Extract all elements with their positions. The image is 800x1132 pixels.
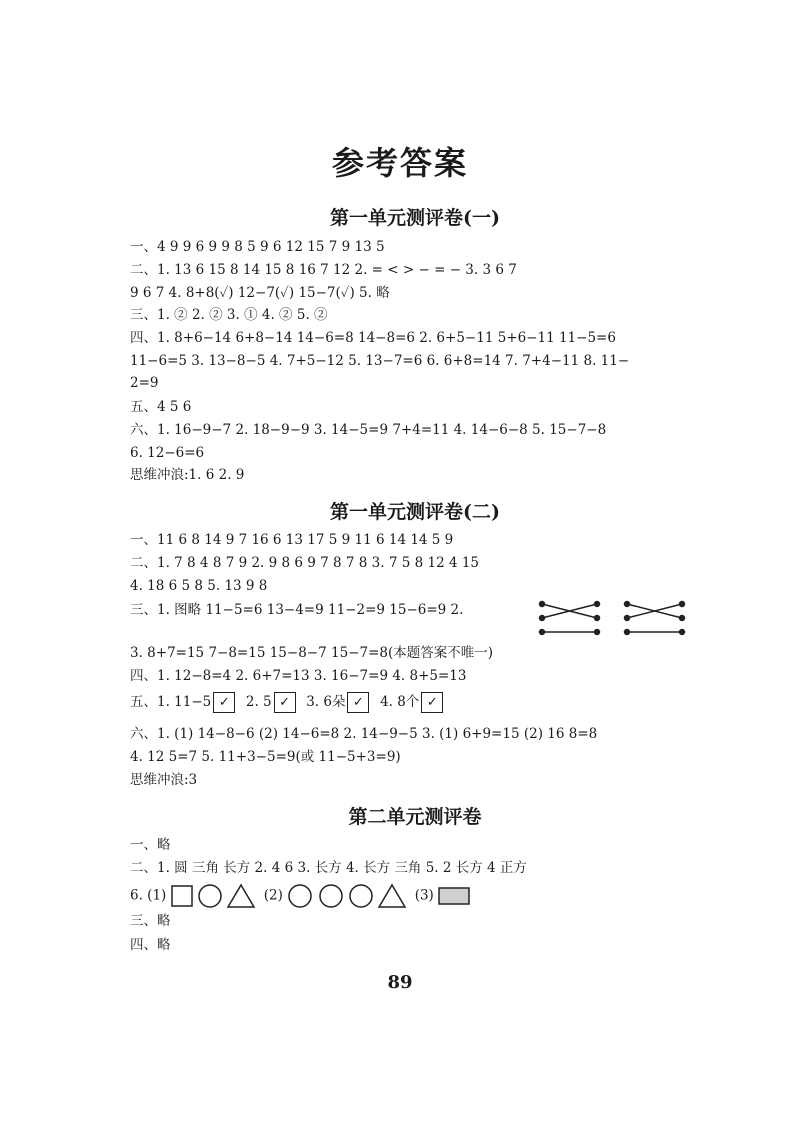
item-text: 五、1. 11−5: [130, 694, 212, 710]
answer-line: 11−6=5 3. 13−8−5 4. 7+5−12 5. 13−7=6 6. 6+8=14 7. 7+4−11 8. 11−: [130, 353, 630, 369]
answer-line: 三、1. 图略 11−5=6 13−4=9 11−2=9 15−6=9 2.: [130, 602, 464, 618]
item-text: 2. 5: [245, 694, 272, 710]
answer-line: 四、1. 12−8=4 2. 6+7=13 3. 16−7=9 4. 8+5=13: [130, 668, 467, 684]
answer-line: 二、1. 7 8 4 8 7 9 2. 9 8 6 9 7 8 7 8 3. 7 5 8 12 4 15: [130, 555, 480, 571]
answer-line: 9 6 7 4. 8+8(✓) 12−7(✓) 15−7(✓) 5. 略: [130, 285, 390, 301]
answer-line: 一、略: [130, 837, 171, 853]
section-heading-unit1-test2: 第一单元测评卷(二): [330, 501, 500, 523]
check-box: ✓: [213, 692, 235, 713]
answer-line: 4. 12 5=7 5. 11+3−5=9(或 11−5+3=9): [130, 749, 401, 765]
item-text: (3): [414, 887, 434, 904]
check-box: ✓: [274, 692, 296, 713]
page-title: 参考答案: [331, 144, 468, 182]
answer-line: 4. 18 6 5 8 5. 13 9 8: [130, 578, 268, 594]
triangle-icon: [227, 884, 255, 908]
answer-line: 六、1. 16−9−7 2. 18−9−9 3. 14−5=9 7+4=11 4. 14−6−8 5. 15−7−8: [130, 422, 607, 438]
check-box: ✓: [347, 692, 369, 713]
item-text: (2): [263, 887, 283, 904]
section-heading-unit1-test1: 第一单元测评卷(一): [330, 207, 500, 229]
square-icon: [171, 885, 193, 907]
answer-line: 三、略: [130, 913, 171, 929]
answer-line: 三、1. ② 2. ② 3. ① 4. ② 5. ②: [130, 307, 328, 323]
triangle-icon: [378, 884, 406, 908]
answer-line: 6. 12−6=6: [130, 445, 205, 461]
item-text: 3. 6朵: [306, 694, 346, 710]
matching-lines-diagram: [542, 598, 692, 638]
answer-line: 3. 8+7=15 7−8=15 15−8−7 15−7=8(本题答案不唯一): [130, 645, 493, 661]
answer-line: 二、1. 圆 三角 长方 2. 4 6 3. 长方 4. 长方 三角 5. 2 长方 4 正方: [130, 860, 527, 876]
section-heading-unit2-test: 第二单元测评卷: [348, 806, 482, 828]
item-text: 4. 8个: [380, 694, 420, 710]
circle-icon: [348, 884, 374, 908]
answer-line: 二、1. 13 6 15 8 14 15 8 16 7 12 2. = < > − = − 3. 3 6 7: [130, 262, 517, 278]
answer-line: 一、4 9 9 6 9 9 8 5 9 6 12 15 7 9 13 5: [130, 239, 385, 255]
answer-line: 六、1. (1) 14−8−6 (2) 14−6=8 2. 14−9−5 3. (1) 6+9=15 (2) 16 8=8: [130, 726, 598, 742]
circle-icon: [318, 884, 344, 908]
item-text: 6. (1): [130, 887, 167, 904]
answer-line-checks: [130, 692, 445, 713]
answer-line: 四、1. 8+6−14 6+8−14 14−6=8 14−8=6 2. 6+5−11 5+6−11 11−5=6: [130, 330, 616, 346]
circle-icon: [287, 884, 313, 908]
shapes-answer-line: [130, 884, 470, 908]
thinking-challenge-line: 思维冲浪:1. 6 2. 9: [130, 467, 245, 483]
thinking-challenge-line: 思维冲浪:3: [130, 772, 198, 788]
answer-line: 一、11 6 8 14 9 7 16 6 13 17 5 9 11 6 14 14 5 9: [130, 532, 454, 548]
answer-line: 2=9: [130, 375, 159, 391]
page-number: 89: [387, 972, 413, 993]
answer-line: 五、4 5 6: [130, 399, 192, 415]
circle-icon: [197, 884, 223, 908]
shaded-rectangle-icon: [438, 887, 470, 905]
check-box: ✓: [421, 692, 443, 713]
answer-line: 四、略: [130, 937, 171, 953]
